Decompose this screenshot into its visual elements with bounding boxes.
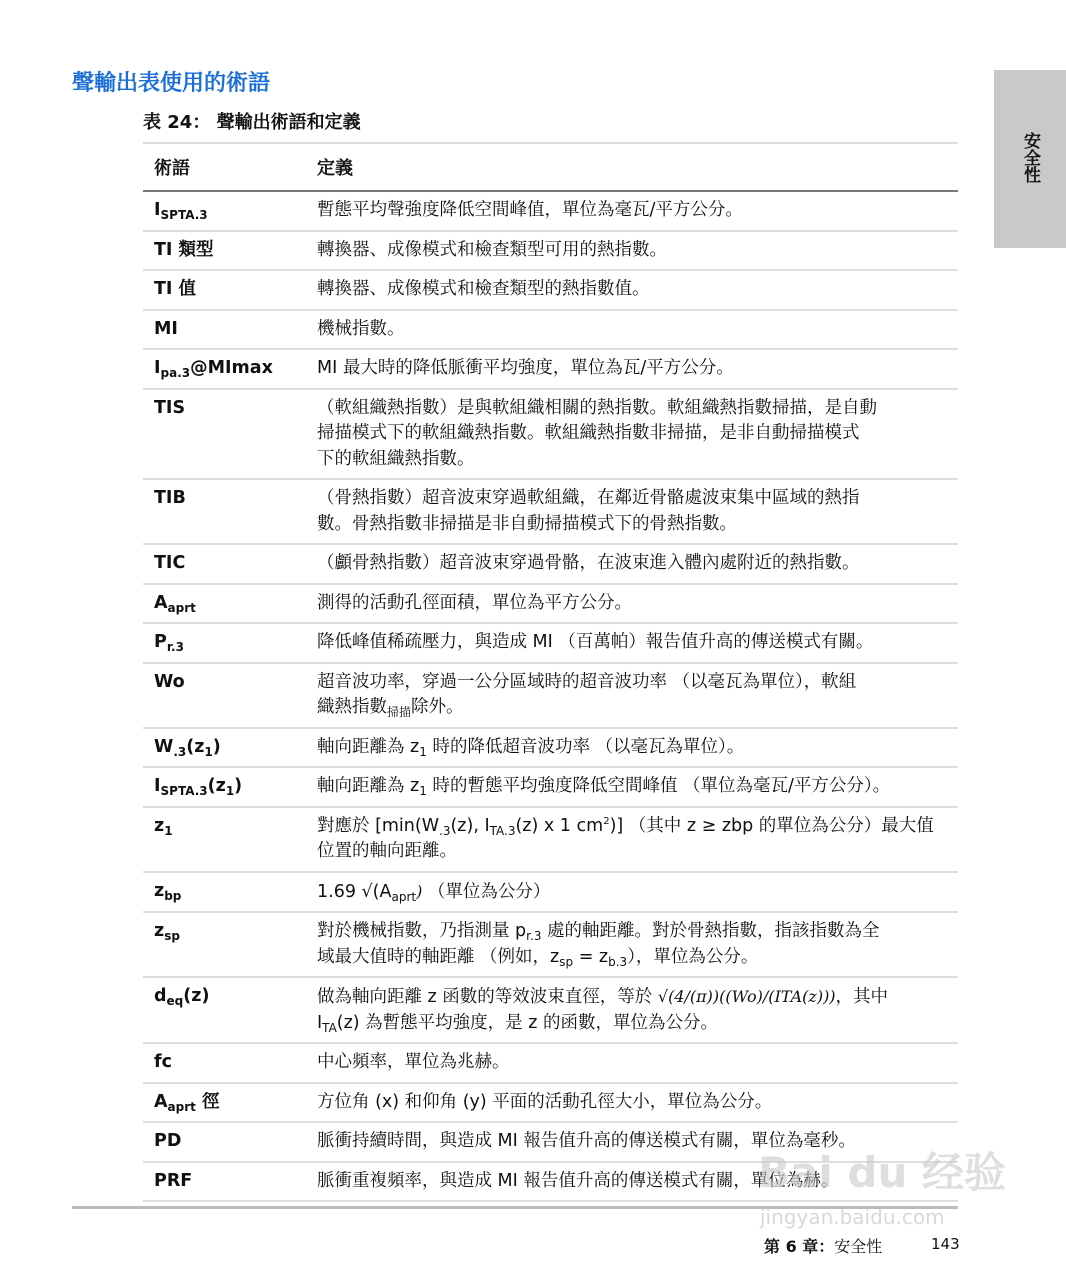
table-row <box>143 270 958 310</box>
text-segment: 織熱指數 <box>317 697 387 717</box>
table-row <box>143 623 958 663</box>
text-segment: ），單位為公分。 <box>627 946 759 967</box>
definition-line <box>317 238 958 264</box>
text-segment: PD <box>154 1131 182 1151</box>
table-row <box>143 544 958 584</box>
sub-text: r.3 <box>526 929 542 943</box>
sup-text: 2 <box>603 815 610 827</box>
table-row <box>143 231 958 271</box>
text-segment: A <box>154 1091 168 1112</box>
text-segment: 脈衝重複頻率，與造成 MI 報告值升高的傳送模式有關，單位為赫。 <box>317 1170 839 1191</box>
text-segment: ) <box>212 736 221 757</box>
text-segment: z <box>154 880 165 901</box>
definition-line <box>317 984 958 1011</box>
term-cell <box>143 584 306 624</box>
definition-cell <box>306 544 958 584</box>
text-segment: 暫態平均聲強度降低空間峰值，單位為毫瓦/平方公分。 <box>317 200 743 220</box>
text-segment: （骨熱指數）超音波束穿過軟組織，在鄰近骨骼處波束集中區域的熱指 <box>317 488 860 508</box>
definition-cell <box>306 584 958 624</box>
text-segment: ) <box>234 776 243 796</box>
text-segment: 時的降低超音波功率 （以毫瓦為單位）。 <box>426 736 745 757</box>
text-segment: (z) <box>183 986 210 1006</box>
term-cell <box>143 310 306 350</box>
definition-line <box>317 486 958 512</box>
chapter-side-tab[interactable] <box>994 70 1066 248</box>
definition-cell <box>306 479 958 544</box>
definition-cell <box>306 310 958 350</box>
text-segment: 降低峰值稀疏壓力，與造成 MI （百萬帕）報告值升高的傳送模式有關。 <box>317 632 874 652</box>
table-caption: 表 24： 聲輸出術語和定義 <box>143 112 361 133</box>
sub-text: aprt <box>391 889 417 904</box>
sub-text: 1 <box>204 744 213 759</box>
definition-line <box>317 1011 958 1037</box>
text-segment: A <box>154 592 168 613</box>
definition-line <box>317 1090 958 1116</box>
table-row <box>143 807 958 872</box>
table-row <box>143 872 958 913</box>
sub-text: aprt <box>167 1099 196 1114</box>
table-row <box>143 912 958 977</box>
definition-line <box>317 879 958 906</box>
text-segment: 位置的軸向距離。 <box>317 841 457 861</box>
table-row <box>143 977 958 1043</box>
sub-text: 1 <box>164 823 173 838</box>
table-row <box>143 1043 958 1083</box>
definition-cell <box>306 728 958 768</box>
text-segment: (z), I <box>450 815 490 836</box>
definition-cell <box>306 349 958 389</box>
definition-cell <box>306 191 958 231</box>
term-cell <box>143 349 306 389</box>
text-segment: 做為軸向距離 z 函數的等效波束直徑，等於 <box>317 987 658 1007</box>
table-row <box>143 1083 958 1123</box>
text-segment: )] （其中 z ≥ zbp 的單位為公分）最大值 <box>609 815 934 836</box>
text-segment: z <box>154 815 165 836</box>
text-segment: 域最大值時的軸距離 （例如，z <box>317 946 560 967</box>
table-row <box>143 310 958 350</box>
text-segment: 對於機械指數，乃指測量 p <box>317 921 527 941</box>
term-cell <box>143 977 306 1043</box>
text-segment: 數。骨熱指數非掃描是非自動掃描模式下的骨熱指數。 <box>317 513 737 534</box>
text-segment: TIC <box>154 553 186 573</box>
footer-chapter <box>764 1234 882 1257</box>
term-cell <box>143 1043 306 1083</box>
term-cell <box>143 663 306 728</box>
sub-text: 1 <box>419 744 427 759</box>
definition-line <box>317 695 958 721</box>
sub-text: 掃描 <box>387 705 412 719</box>
definition-line <box>317 839 958 865</box>
table-row <box>143 584 958 624</box>
text-segment: P <box>154 632 167 652</box>
chapter-number: 第 6 章： <box>764 1237 835 1256</box>
definition-line <box>317 814 958 840</box>
term-cell <box>143 1122 306 1162</box>
sub-text: SPTA.3 <box>160 208 208 222</box>
table-row <box>143 663 958 728</box>
text-segment: 對應於 [min(W <box>317 815 440 836</box>
term-cell <box>143 912 306 977</box>
definition-line <box>317 591 958 617</box>
definition-line <box>317 512 958 538</box>
term-cell <box>143 623 306 663</box>
term-cell <box>143 479 306 544</box>
text-segment: 軸向距離為 z <box>317 736 420 757</box>
sub-text: TA.3 <box>489 823 516 838</box>
text-segment: 中心頻率，單位為兆赫。 <box>317 1052 510 1072</box>
text-segment: 除外。 <box>411 697 464 717</box>
text-segment: 下的軟組織熱指數。 <box>317 448 475 469</box>
text-segment: ，其中 <box>835 987 889 1007</box>
definition-line <box>317 919 958 945</box>
terms-table <box>143 142 958 1202</box>
definition-line <box>317 421 958 447</box>
term-cell <box>143 807 306 872</box>
definition-line <box>317 774 958 800</box>
term-cell <box>143 1162 306 1202</box>
math-text: ) <box>416 881 423 901</box>
text-segment: I <box>317 1012 323 1033</box>
text-segment: 徑 <box>195 1091 220 1112</box>
chapter-name: 安全性 <box>834 1237 883 1256</box>
text-segment: 轉換器、成像模式和檢查類型可用的熱指數。 <box>317 239 667 260</box>
text-segment: (z <box>207 776 226 796</box>
term-cell <box>143 1083 306 1123</box>
text-segment: 機械指數。 <box>317 318 405 339</box>
text-segment: TIB <box>154 488 186 508</box>
text-segment: 轉換器、成像模式和檢查類型的熱指數值。 <box>317 279 650 299</box>
definition-cell <box>306 270 958 310</box>
text-segment: (z) 為暫態平均強度，是 z 的函數，單位為公分。 <box>336 1012 718 1033</box>
table-header-row <box>143 143 958 191</box>
text-segment: z <box>154 921 165 941</box>
sub-text: r.3 <box>166 640 184 654</box>
table-row <box>143 389 958 480</box>
sub-text: aprt <box>167 600 196 615</box>
definition-cell <box>306 231 958 271</box>
text-segment: fc <box>154 1052 172 1072</box>
table-row <box>143 479 958 544</box>
sub-text: b.3 <box>608 954 628 969</box>
table-row <box>143 349 958 389</box>
header-term: 術語 <box>143 143 306 191</box>
definition-cell <box>306 623 958 663</box>
text-segment: I <box>154 776 161 796</box>
text-segment: 超音波功率，穿過一公分區域時的超音波功率 （以毫瓦為單位），軟組 <box>317 671 857 692</box>
text-segment: @MImax <box>190 358 273 378</box>
definition-cell <box>306 977 958 1043</box>
sub-text: 1 <box>419 784 427 798</box>
sub-text: 1 <box>225 784 235 798</box>
text-segment: 脈衝持續時間，與造成 MI 報告值升高的傳送模式有關，單位為毫秒。 <box>317 1131 856 1151</box>
sub-text: .3 <box>439 823 451 838</box>
definition-line <box>317 447 958 473</box>
sub-text: .3 <box>173 744 187 759</box>
sub-text: SPTA.3 <box>160 784 208 798</box>
definition-cell <box>306 389 958 480</box>
definition-line <box>317 1050 958 1076</box>
definition-line <box>317 735 958 761</box>
table-row <box>143 767 958 807</box>
baidu-watermark-logo: Bai du 经验 <box>758 1148 1006 1197</box>
definition-line <box>317 317 958 343</box>
definition-cell <box>306 1083 958 1123</box>
text-segment: 測得的活動孔徑面積，單位為平方公分。 <box>317 592 632 613</box>
text-segment: I <box>154 200 161 220</box>
sub-text: eq <box>166 994 184 1008</box>
definition-line <box>317 551 958 577</box>
section-title: 聲輸出表使用的術語 <box>72 71 271 96</box>
text-segment: 時的暫態平均強度降低空間峰值 （單位為毫瓦/平方公分）。 <box>426 776 891 796</box>
text-segment: PRF <box>154 1170 193 1191</box>
term-cell <box>143 872 306 913</box>
definition-cell <box>306 663 958 728</box>
text-segment: TIS <box>154 397 186 418</box>
definition-line <box>317 277 958 303</box>
term-cell <box>143 389 306 480</box>
text-segment: TI 類型 <box>154 239 214 260</box>
text-segment: MI <box>154 318 178 339</box>
table-row <box>143 728 958 768</box>
definition-cell <box>306 872 958 913</box>
definition-line <box>317 396 958 422</box>
baidu-watermark-url: jingyan.baidu.com <box>760 1205 945 1229</box>
text-segment: 1.69 √(A <box>317 881 392 902</box>
text-segment: Wo <box>154 671 185 692</box>
text-segment: (z) x 1 cm <box>515 815 604 836</box>
page-number: 143 <box>931 1235 960 1253</box>
definition-line <box>317 630 958 656</box>
text-segment: = z <box>573 946 609 967</box>
text-segment: 處的軸距離。對於骨熱指數，指該指數為全 <box>541 921 880 941</box>
sub-text: sp <box>559 954 574 969</box>
text-segment: （單位為公分） <box>422 881 551 902</box>
text-segment: (z <box>186 736 205 757</box>
definition-cell <box>306 1043 958 1083</box>
term-cell <box>143 231 306 271</box>
sub-text: bp <box>164 888 182 903</box>
text-segment: （軟組織熱指數）是與軟組織相關的熱指數。軟組織熱指數掃描，是自動 <box>317 397 877 418</box>
definition-cell <box>306 912 958 977</box>
term-cell <box>143 270 306 310</box>
definition-line <box>317 356 958 382</box>
side-tab-label: 安全性 <box>1020 132 1040 183</box>
definition-line <box>317 945 958 971</box>
definition-cell <box>306 807 958 872</box>
definition-line <box>317 198 958 224</box>
text-segment: （顱骨熱指數）超音波束穿過骨骼，在波束進入體內處附近的熱指數。 <box>317 553 860 573</box>
definition-line <box>317 670 958 696</box>
term-cell <box>143 544 306 584</box>
text-segment: W <box>154 736 174 757</box>
text-segment: I <box>154 358 161 378</box>
text-segment: 掃描模式下的軟組織熱指數。軟組織熱指數非掃描，是非自動掃描模式 <box>317 423 860 443</box>
text-segment: MI 最大時的降低脈衝平均強度，單位為瓦/平方公分。 <box>317 358 734 378</box>
text-segment: d <box>154 986 167 1006</box>
text-segment: 方位角 (x) 和仰角 (y) 平面的活動孔徑大小，單位為公分。 <box>317 1091 773 1112</box>
text-segment: 軸向距離為 z <box>317 776 420 796</box>
term-cell <box>143 191 306 231</box>
sub-text: sp <box>164 929 180 943</box>
sub-text: pa.3 <box>160 366 191 380</box>
text-segment: TI 值 <box>154 279 197 299</box>
definition-cell <box>306 767 958 807</box>
math-text: √(4/(π))((Wo)/(ITA(z))) <box>657 987 836 1006</box>
term-cell <box>143 767 306 807</box>
sub-text: TA <box>322 1020 337 1035</box>
table-row <box>143 191 958 231</box>
header-definition: 定義 <box>306 143 958 191</box>
term-cell <box>143 728 306 768</box>
